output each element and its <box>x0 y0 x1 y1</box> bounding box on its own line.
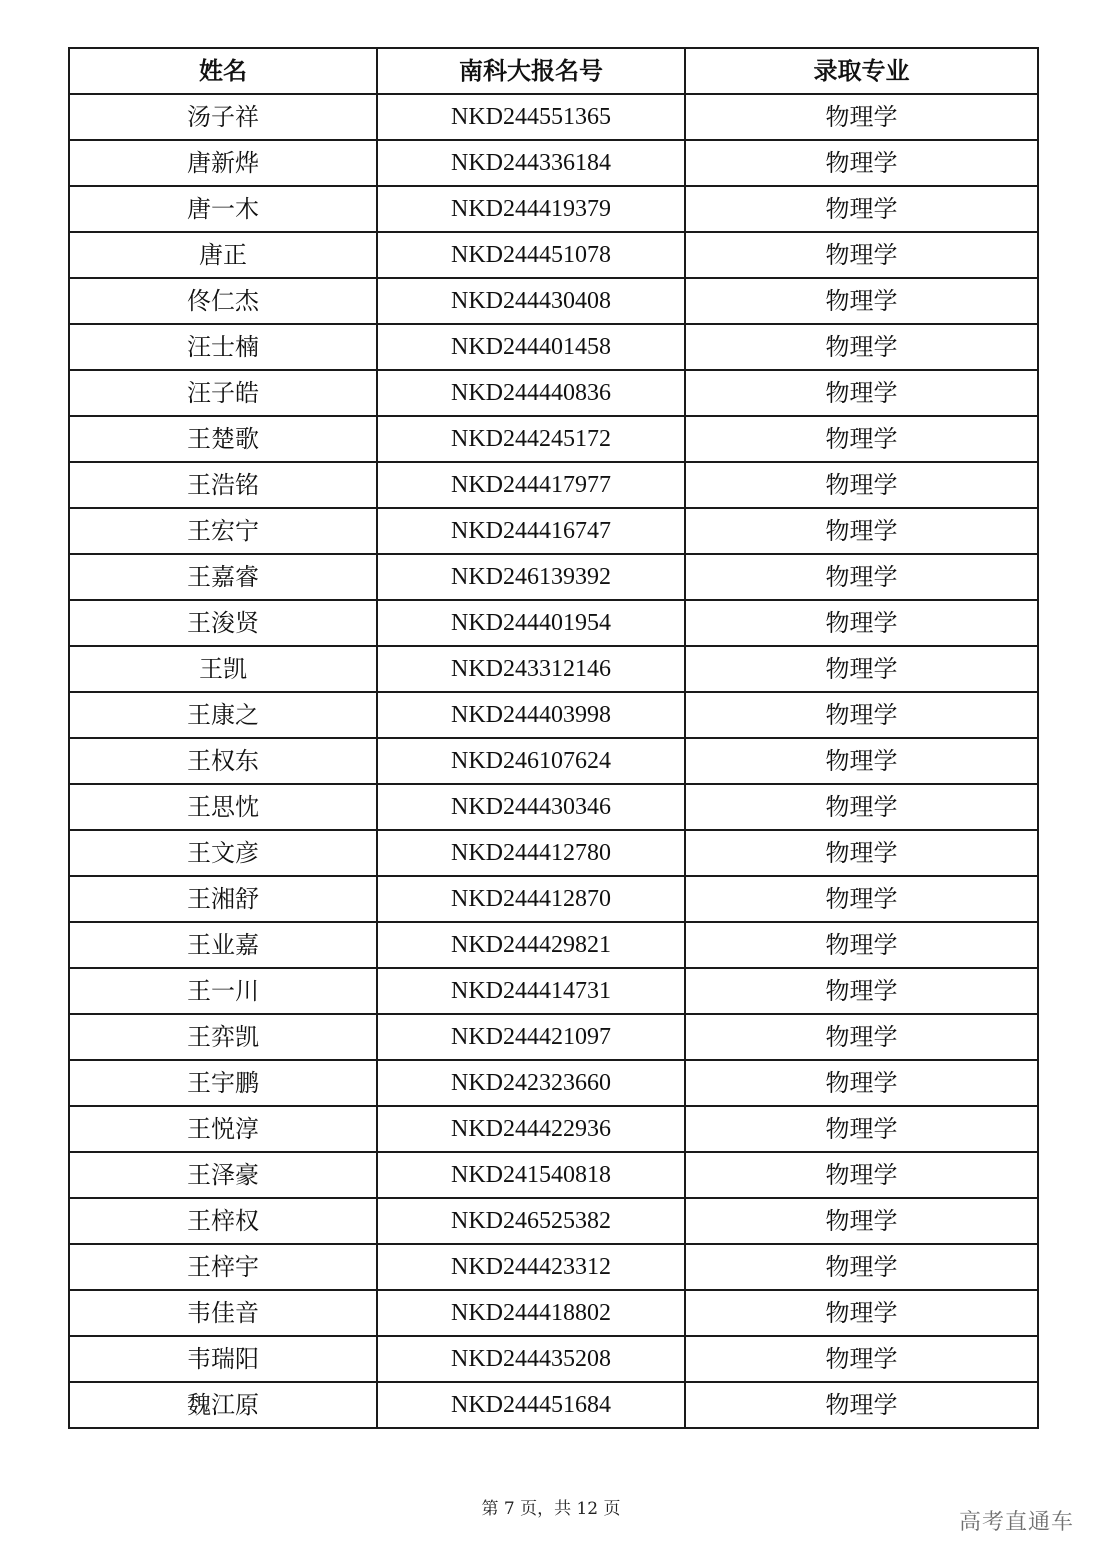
cell-name: 王嘉睿 <box>69 554 377 600</box>
cell-admitted-major: 物理学 <box>685 1382 1038 1428</box>
cell-name: 王权东 <box>69 738 377 784</box>
cell-registration-number: NKD246525382 <box>377 1198 685 1244</box>
cell-name: 佟仁杰 <box>69 278 377 324</box>
cell-admitted-major: 物理学 <box>685 876 1038 922</box>
cell-admitted-major: 物理学 <box>685 738 1038 784</box>
cell-admitted-major: 物理学 <box>685 600 1038 646</box>
cell-admitted-major: 物理学 <box>685 1060 1038 1106</box>
header-name: 姓名 <box>69 48 377 94</box>
cell-name: 魏江原 <box>69 1382 377 1428</box>
cell-registration-number: NKD244245172 <box>377 416 685 462</box>
cell-registration-number: NKD244423312 <box>377 1244 685 1290</box>
cell-registration-number: NKD244435208 <box>377 1336 685 1382</box>
cell-name: 唐正 <box>69 232 377 278</box>
table-body <box>69 94 1038 1428</box>
table-row <box>69 508 1038 554</box>
header-admitted-major: 录取专业 <box>685 48 1038 94</box>
table-row <box>69 1014 1038 1060</box>
page-number: 第 7 页，共 12 页 <box>481 1499 621 1519</box>
table-row <box>69 1290 1038 1336</box>
cell-admitted-major: 物理学 <box>685 968 1038 1014</box>
cell-admitted-major: 物理学 <box>685 324 1038 370</box>
table-row <box>69 1152 1038 1198</box>
table-row <box>69 1336 1038 1382</box>
cell-admitted-major: 物理学 <box>685 1014 1038 1060</box>
table-row <box>69 646 1038 692</box>
table-row <box>69 1244 1038 1290</box>
table-row <box>69 738 1038 784</box>
cell-admitted-major: 物理学 <box>685 830 1038 876</box>
cell-registration-number: NKD244401954 <box>377 600 685 646</box>
table-row <box>69 140 1038 186</box>
cell-name: 王宇鹏 <box>69 1060 377 1106</box>
cell-name: 汪子皓 <box>69 370 377 416</box>
table-row <box>69 1198 1038 1244</box>
cell-name: 王浩铭 <box>69 462 377 508</box>
cell-name: 王凯 <box>69 646 377 692</box>
header-registration-number: 南科大报名号 <box>377 48 685 94</box>
table-row <box>69 554 1038 600</box>
table-row <box>69 462 1038 508</box>
cell-admitted-major: 物理学 <box>685 1244 1038 1290</box>
cell-name: 王悦淳 <box>69 1106 377 1152</box>
cell-name: 王泽豪 <box>69 1152 377 1198</box>
cell-name: 韦佳音 <box>69 1290 377 1336</box>
table-row <box>69 232 1038 278</box>
table-row <box>69 94 1038 140</box>
cell-registration-number: NKD244429821 <box>377 922 685 968</box>
cell-name: 王梓宇 <box>69 1244 377 1290</box>
cell-registration-number: NKD241540818 <box>377 1152 685 1198</box>
cell-admitted-major: 物理学 <box>685 462 1038 508</box>
cell-registration-number: NKD246139392 <box>377 554 685 600</box>
cell-admitted-major: 物理学 <box>685 140 1038 186</box>
cell-admitted-major: 物理学 <box>685 646 1038 692</box>
cell-name: 汤子祥 <box>69 94 377 140</box>
cell-name: 王弈凯 <box>69 1014 377 1060</box>
cell-admitted-major: 物理学 <box>685 554 1038 600</box>
cell-registration-number: NKD243312146 <box>377 646 685 692</box>
cell-admitted-major: 物理学 <box>685 278 1038 324</box>
table-row <box>69 968 1038 1014</box>
cell-name: 王湘舒 <box>69 876 377 922</box>
table-row <box>69 416 1038 462</box>
cell-registration-number: NKD244451078 <box>377 232 685 278</box>
cell-registration-number: NKD244430408 <box>377 278 685 324</box>
cell-name: 王康之 <box>69 692 377 738</box>
cell-registration-number: NKD244403998 <box>377 692 685 738</box>
cell-name: 王业嘉 <box>69 922 377 968</box>
table-row <box>69 370 1038 416</box>
watermark-logo-text: 高考直通车 <box>958 1510 1074 1535</box>
table-row <box>69 692 1038 738</box>
cell-registration-number: NKD244414731 <box>377 968 685 1014</box>
cell-admitted-major: 物理学 <box>685 1152 1038 1198</box>
cell-admitted-major: 物理学 <box>685 1106 1038 1152</box>
cell-registration-number: NKD244412870 <box>377 876 685 922</box>
cell-admitted-major: 物理学 <box>685 186 1038 232</box>
table-row <box>69 1060 1038 1106</box>
table-row <box>69 278 1038 324</box>
cell-admitted-major: 物理学 <box>685 232 1038 278</box>
cell-name: 唐一木 <box>69 186 377 232</box>
admission-table <box>68 47 1039 1429</box>
cell-admitted-major: 物理学 <box>685 1290 1038 1336</box>
cell-name: 王一川 <box>69 968 377 1014</box>
cell-admitted-major: 物理学 <box>685 692 1038 738</box>
cell-registration-number: NKD244417977 <box>377 462 685 508</box>
table-row <box>69 922 1038 968</box>
cell-admitted-major: 物理学 <box>685 1198 1038 1244</box>
table-row <box>69 186 1038 232</box>
cell-registration-number: NKD244401458 <box>377 324 685 370</box>
cell-admitted-major: 物理学 <box>685 508 1038 554</box>
cell-registration-number: NKD244422936 <box>377 1106 685 1152</box>
cell-admitted-major: 物理学 <box>685 1336 1038 1382</box>
cell-name: 王梓权 <box>69 1198 377 1244</box>
cell-registration-number: NKD246107624 <box>377 738 685 784</box>
cell-registration-number: NKD244412780 <box>377 830 685 876</box>
cell-registration-number: NKD244440836 <box>377 370 685 416</box>
cell-name: 韦瑞阳 <box>69 1336 377 1382</box>
cell-name: 王宏宁 <box>69 508 377 554</box>
cell-admitted-major: 物理学 <box>685 370 1038 416</box>
cell-registration-number: NKD244430346 <box>377 784 685 830</box>
cell-admitted-major: 物理学 <box>685 922 1038 968</box>
table-row <box>69 1106 1038 1152</box>
cell-name: 王浚贤 <box>69 600 377 646</box>
cell-name: 王思忱 <box>69 784 377 830</box>
cell-registration-number: NKD244421097 <box>377 1014 685 1060</box>
cell-name: 汪士楠 <box>69 324 377 370</box>
cell-name: 王楚歌 <box>69 416 377 462</box>
table-row <box>69 830 1038 876</box>
cell-admitted-major: 物理学 <box>685 416 1038 462</box>
table-row <box>69 876 1038 922</box>
table-row <box>69 1382 1038 1428</box>
cell-registration-number: NKD244418802 <box>377 1290 685 1336</box>
cell-admitted-major: 物理学 <box>685 784 1038 830</box>
cell-name: 王文彦 <box>69 830 377 876</box>
cell-registration-number: NKD244336184 <box>377 140 685 186</box>
cell-registration-number: NKD244551365 <box>377 94 685 140</box>
cell-registration-number: NKD242323660 <box>377 1060 685 1106</box>
cell-registration-number: NKD244451684 <box>377 1382 685 1428</box>
table-row <box>69 600 1038 646</box>
cell-name: 唐新烨 <box>69 140 377 186</box>
table-header-row <box>69 48 1038 94</box>
table-row <box>69 324 1038 370</box>
cell-admitted-major: 物理学 <box>685 94 1038 140</box>
cell-registration-number: NKD244416747 <box>377 508 685 554</box>
cell-registration-number: NKD244419379 <box>377 186 685 232</box>
table-row <box>69 784 1038 830</box>
